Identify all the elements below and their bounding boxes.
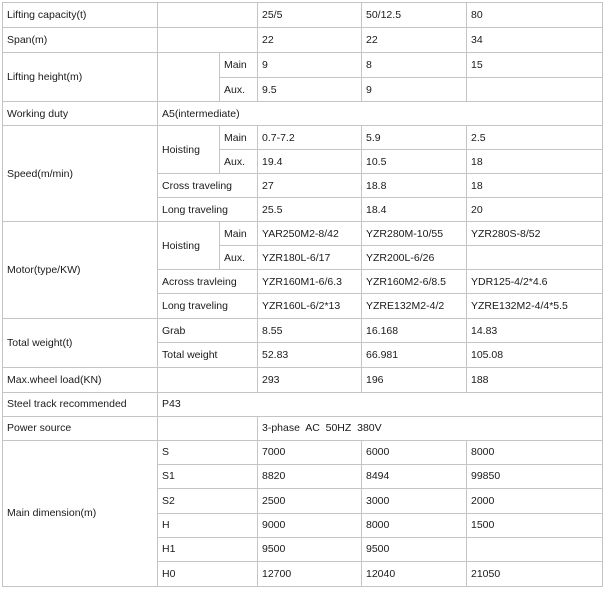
value-cell: [467, 537, 603, 561]
sub-group-label: Across travleing: [158, 270, 258, 294]
value-cell: 0.7-7.2: [258, 126, 362, 150]
value-cell: YDR125-4/2*4.6: [467, 270, 603, 294]
value-cell: 25/5: [258, 3, 362, 28]
value-cell: YZR160L-6/2*13: [258, 294, 362, 319]
value-cell: 25.5: [258, 198, 362, 222]
empty-cell: [158, 28, 258, 53]
value-cell: 22: [258, 28, 362, 53]
empty-cell: [158, 3, 258, 28]
sub-group-label: H1: [158, 537, 258, 561]
empty-cell: [158, 53, 220, 102]
value-cell: 22: [362, 28, 467, 53]
value-cell: 20: [467, 198, 603, 222]
table-row: [3, 102, 603, 126]
sub-label: Aux.: [220, 246, 258, 270]
table-row: [3, 319, 603, 343]
value-cell: 105.08: [467, 343, 603, 368]
value-cell: 8: [362, 53, 467, 78]
row-label: Total weight(t): [3, 319, 158, 368]
value-cell: 50/12.5: [362, 3, 467, 28]
table-row: [3, 416, 603, 440]
value-cell: YZR280M-10/55: [362, 222, 467, 246]
value-cell: 18.4: [362, 198, 467, 222]
row-label: Steel track recommended: [3, 392, 158, 416]
crane-spec-table: [2, 2, 603, 587]
value-cell: YZR180L-6/17: [258, 246, 362, 270]
sub-group-label: S2: [158, 488, 258, 513]
value-cell: 196: [362, 368, 467, 392]
sub-group-label: S1: [158, 464, 258, 488]
sub-group-label: Hoisting: [158, 126, 220, 174]
table-row: [3, 440, 603, 464]
value-cell: 8820: [258, 464, 362, 488]
value-cell: 293: [258, 368, 362, 392]
sub-group-label: Grab: [158, 319, 258, 343]
value-cell: 14.83: [467, 319, 603, 343]
value-cell: YZR160M1-6/6.3: [258, 270, 362, 294]
sub-group-label: S: [158, 440, 258, 464]
sub-group-label: Long traveling: [158, 294, 258, 319]
row-label: Speed(m/min): [3, 126, 158, 222]
empty-cell: [158, 416, 258, 440]
value-cell: YAR250M2-8/42: [258, 222, 362, 246]
value-cell: 188: [467, 368, 603, 392]
sub-label: Aux.: [220, 150, 258, 174]
row-label: Max.wheel load(KN): [3, 368, 158, 392]
row-label: Power source: [3, 416, 158, 440]
value-cell: A5(intermediate): [158, 102, 603, 126]
table-row: [3, 222, 603, 246]
value-cell: 18: [467, 174, 603, 198]
value-cell: [467, 78, 603, 102]
table-row: [3, 368, 603, 392]
sub-group-label: Long traveling: [158, 198, 258, 222]
value-cell: 66.981: [362, 343, 467, 368]
value-cell: YZR280S-8/52: [467, 222, 603, 246]
value-cell: 9: [258, 53, 362, 78]
value-cell: 12700: [258, 561, 362, 586]
value-cell: 9.5: [258, 78, 362, 102]
value-cell: 27: [258, 174, 362, 198]
value-cell: YZR160M2-6/8.5: [362, 270, 467, 294]
value-cell: 8000: [467, 440, 603, 464]
value-cell: 80: [467, 3, 603, 28]
empty-cell: [158, 368, 258, 392]
sub-label: Aux.: [220, 78, 258, 102]
table-row: [3, 392, 603, 416]
value-cell: 18.8: [362, 174, 467, 198]
row-label: Working duty: [3, 102, 158, 126]
value-cell: 8.55: [258, 319, 362, 343]
value-cell: 8494: [362, 464, 467, 488]
row-label: Motor(type/KW): [3, 222, 158, 319]
value-cell: 7000: [258, 440, 362, 464]
value-cell: YZRE132M2-4/2: [362, 294, 467, 319]
value-cell: 6000: [362, 440, 467, 464]
value-cell: YZR200L-6/26: [362, 246, 467, 270]
value-cell: 21050: [467, 561, 603, 586]
row-label: Lifting height(m): [3, 53, 158, 102]
value-cell: 16.168: [362, 319, 467, 343]
sub-group-label: Cross traveling: [158, 174, 258, 198]
table-row: [3, 28, 603, 53]
sub-group-label: H0: [158, 561, 258, 586]
value-cell: 1500: [467, 513, 603, 537]
value-cell: 9: [362, 78, 467, 102]
value-cell: 2000: [467, 488, 603, 513]
value-cell: YZRE132M2-4/4*5.5: [467, 294, 603, 319]
value-cell: 15: [467, 53, 603, 78]
value-cell: 9500: [362, 537, 467, 561]
value-cell: 99850: [467, 464, 603, 488]
sub-group-label: Total weight: [158, 343, 258, 368]
table-row: [3, 126, 603, 150]
value-cell: 9000: [258, 513, 362, 537]
value-cell: 2.5: [467, 126, 603, 150]
value-cell: 18: [467, 150, 603, 174]
value-cell: 19.4: [258, 150, 362, 174]
value-cell: 52.83: [258, 343, 362, 368]
value-cell: 3000: [362, 488, 467, 513]
value-cell: 12040: [362, 561, 467, 586]
sub-label: Main: [220, 53, 258, 78]
row-label: Span(m): [3, 28, 158, 53]
row-label: Lifting capacity(t): [3, 3, 158, 28]
table-row: [3, 3, 603, 28]
value-cell: P43: [158, 392, 603, 416]
sub-group-label: H: [158, 513, 258, 537]
sub-label: Main: [220, 126, 258, 150]
value-cell: [467, 246, 603, 270]
sub-label: Main: [220, 222, 258, 246]
value-cell: 9500: [258, 537, 362, 561]
value-cell: 3-phase AC 50HZ 380V: [258, 416, 603, 440]
value-cell: 10.5: [362, 150, 467, 174]
value-cell: 8000: [362, 513, 467, 537]
value-cell: 34: [467, 28, 603, 53]
value-cell: 2500: [258, 488, 362, 513]
table-row: [3, 53, 603, 78]
sub-group-label: Hoisting: [158, 222, 220, 270]
value-cell: 5.9: [362, 126, 467, 150]
row-label: Main dimension(m): [3, 440, 158, 586]
